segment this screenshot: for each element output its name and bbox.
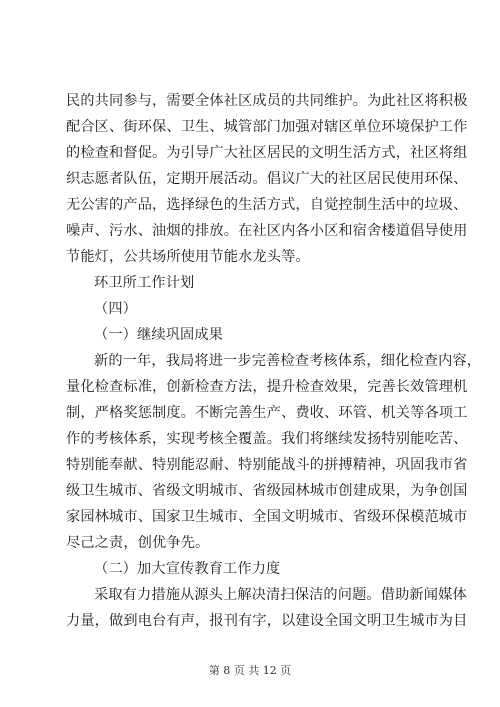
paragraph-line: 织志愿者队伍，定期开展活动。倡议广大的社区居民使用环保、 [66,171,468,187]
paragraph-line: 级卫生城市、省级文明城市、省级园林城市创建成果，为争创国 [66,483,468,499]
section-heading: （一）继续巩固成果 [94,327,224,343]
paragraph-line: 量化检查标准，创新检查方法，提升检查效果，完善长效管理机 [66,379,468,395]
paragraph-line: 的检查和督促。为引导广大社区居民的文明生活方式，社区将组 [66,145,468,161]
paragraph-line: 制，严格奖惩制度。不断完善生产、费收、环管、机关等各项工 [66,405,468,421]
paragraph-line: 作的考核体系，实现考核全覆盖。我们将继续发扬特别能吃苦、 [66,431,468,447]
paragraph-line: 尽己之责，创优争先。 [66,535,210,551]
paragraph-line: 采取有力措施从源头上解决清扫保洁的问题。借助新闻媒体 [94,587,467,603]
paragraph-line: 噪声、污水、油烟的排放。在社区内各小区和宿舍楼道倡导使用 [66,223,468,239]
paragraph-line: 配合区、街环保、卫生、城管部门加强对辖区单位环境保护工作 [66,119,468,135]
paragraph-line: 特别能奉献、特别能忍耐、特别能战斗的拼搏精神，巩固我市省 [66,457,468,473]
paragraph-line: 新的一年，我局将进一步完善检查考核体系，细化检查内容， [94,353,482,369]
section-heading: （二）加大宣传教育工作力度 [94,561,281,577]
paragraph-line: 家园林城市、国家卫生城市、全国文明城市、省级环保模范城市 [66,509,468,525]
paragraph-line: 民的共同参与，需要全体社区成员的共同维护。为此社区将积极 [66,93,468,109]
paragraph-line: 节能灯，公共场所使用节能水龙头等。 [66,249,310,265]
section-number: （四） [94,301,138,317]
paragraph-line: 力量，做到电台有声，报刊有字，以建设全国文明卫生城市为目 [66,613,468,629]
document-title: 环卫所工作计划 [94,275,195,291]
paragraph-line: 无公害的产品，选择绿色的生活方式，自觉控制生活中的垃圾、 [66,197,468,213]
page-number-footer: 第 8 页 共 12 页 [208,664,292,677]
